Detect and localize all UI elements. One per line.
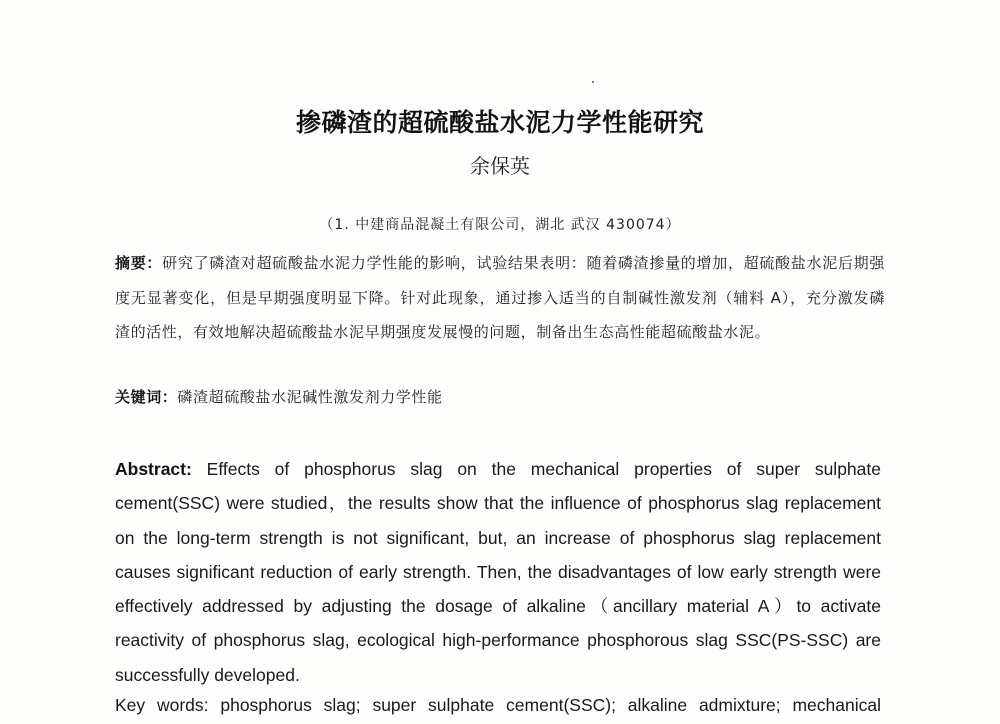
english-abstract [115,452,881,692]
english-abstract-label: Abstract: [115,459,192,479]
chinese-abstract-label: 摘要： [115,254,163,272]
paper-title: 掺磷渣的超硫酸盐水泥力学性能研究 [295,108,704,137]
chinese-keywords [115,386,885,407]
author-affiliation: （1. 中建商品混凝土有限公司，湖北 武汉 430074） [319,217,681,233]
chinese-abstract [115,246,885,350]
chinese-keywords-text: 磷渣超硫酸盐水泥碱性激发剂力学性能 [177,388,443,406]
english-keywords: Key words: phosphorus slag; super sulphate cement(SSC); alkaline admixture; mechanical [115,695,881,715]
english-abstract-text: Effects of phosphorus slag on the mechanical properties of super sulphate cement(SSC) were studied，the results show that the influence of phosphorus slag replacement on the long-term strength is not significant, but, an increase of phosphorus slag replacement causes significant reduction of early strength. Then, the disadvantages of low early strength were effectively addressed by adjusting the dosage of alkaline（ancillary material A）to activate reactivity of phosphorus slag, ecological high-performance phosphorous slag SSC(PS-SSC) are successfully developed. [115,459,881,685]
scan-speck [592,81,594,83]
chinese-abstract-text: 研究了磷渣对超硫酸盐水泥力学性能的影响，试验结果表明：随着磷渣掺量的增加，超硫酸盐水泥后期强度无显著变化，但是早期强度明显下降。针对此现象，通过掺入适当的自制碱性激发剂（辅料 A），充分激发磷渣的活性，有效地解决超硫酸盐水泥早期强度发展慢的问题，制备出生态高性能超硫酸盐水泥。 [115,254,885,341]
paper-author: 余保英 [470,154,530,178]
chinese-keywords-label: 关键词： [115,388,178,406]
